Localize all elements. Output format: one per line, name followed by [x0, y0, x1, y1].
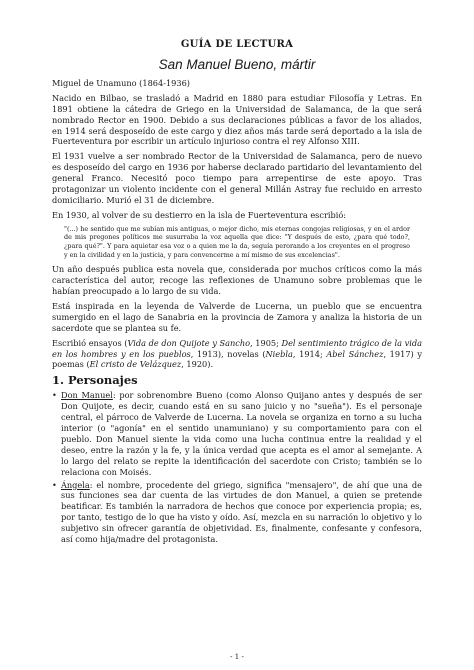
work-title: Abel Sánchez [326, 348, 384, 359]
work-title: Del sentimiento trágico de la vida en los hombres y en los pueblos [52, 337, 423, 359]
paragraph-quote-intro: En 1930, al volver de su destierro en la isla de Fuerteventura escribió: [52, 209, 347, 220]
paragraph-novel-summary: Un año después publica esta novela que, considerada por muchos críticos como la más característica del autor, recoge las reflexiones de Unamuno sobre problemas que le habían preocupado a lo largo de su vida. [52, 264, 422, 296]
document-subtitle: San Manuel Bueno, mártir [158, 56, 316, 72]
bullet-icon: • [52, 479, 57, 490]
works-text: , 1920). [181, 359, 214, 370]
works-text: Escribió ensayos ( [52, 337, 128, 348]
works-text: , 1905; [250, 337, 282, 348]
character-description: : el nombre, procedente del griego, significa "mensajero", de ahí que una de sus funciones sea dar cuenta de las virtudes de don Manuel, a quien se pretende beatificar. Es también la narradora de hechos que conoce por experiencia propia; es, por tanto, testigo de lo que ha visto y oído. Así, mezcla en su narración lo objetivo y lo subjetivo sin ofrecer garantía de objetividad. Es, finalmente, confesante y confesora, así como hija/madre del protagonista. [61, 479, 422, 545]
work-title: El cristo de Velázquez [89, 359, 182, 370]
paragraph-biography-1: Nacido en Bilbao, se trasladó a Madrid en 1880 para estudiar Filosofía y Letras. En 1891 obtiene la cátedra de Griego en la Universidad de Salamanca, de la que será nombrado Rector en 1900. Debido a sus declaraciones públicas a favor de los aliados, en 1914 será desposeído de este cargo y diez años más tarde será deportado a la isla de Fuerteventura por escribir un artículo injurioso contra el rey Alfonso XIII. [52, 92, 422, 147]
work-title: Vida de don Quijote y Sancho [127, 337, 251, 348]
document-title: GUÍA DE LECTURA [180, 39, 294, 50]
character-item-don-manuel [52, 390, 422, 477]
bullet-icon: • [52, 390, 57, 401]
character-description: : por sobrenombre Bueno (como Alonso Quijano antes y después de ser Don Quijote, es decir, cuando está en su sano juicio y no "sueña"). Es el personaje central, el párroco de Valverde de Lucerna. La novela se organiza en torno a su lucha interior (o "agonía" en el sentido unamuniano) y su comportamiento para con el pueblo. Don Manuel siente la vida como una lucha continua entre la realidad y el deseo, entre la razón y la fe, y la única verdad que acepta es el amor al semejante. A lo largo del relato se repite la identificación del sacerdote con Cristo; también se lo relaciona con Moisés. [61, 390, 422, 477]
page-number: - 1 - [230, 653, 244, 661]
paragraph-novel-inspiration: Está inspirada en la leyenda de Valverde de Lucerna, un pueblo que se encuentra sumergido en el lago de Sanabria en la provincia de Zamora y analiza la historia de un sacerdote que se plantea su fe. [52, 300, 422, 333]
section-heading-personajes: 1. Personajes [52, 373, 138, 388]
character-name: Don Manuel [61, 390, 113, 401]
unamuno-quote: "(...) he sentido que me subían mis antiguas, o mejor dicho, mis eternas congojas religiosas, y en el ardor de mis pregones políticos me susurraba la voz aquella que dice: "Y después de esto, ¿para qué todo?, ¿para qué?". Y para aquietar esa voz o a quien me la da, seguía perorando a los creyentes en el progreso y en la civilidad y en la justicia, y para convencerme a mí mismo de sus excelencias". [64, 224, 410, 259]
character-list [52, 390, 422, 545]
works-text: , 1917) y poemas ( [52, 348, 422, 370]
character-item-angela [52, 480, 422, 545]
work-title: Niebla [265, 348, 293, 359]
works-text: , 1914; [292, 348, 327, 359]
works-text: , 1913), novelas ( [190, 348, 266, 359]
paragraph-biography-2: El 1931 vuelve a ser nombrado Rector de la Universidad de Salamanca, pero de nuevo es desposeído del cargo en 1936 por haberse declarado partidario del levantamiento del general Franco. Necesitó poco tiempo para arrepentirse de este apoyo. Tras protagonizar un violento incidente con el general Millán Astray fue recluido en arresto domiciliario. Murió el 31 de diciembre. [52, 151, 422, 205]
paragraph-works [52, 338, 422, 371]
character-name: Ángela [61, 479, 90, 490]
author-line: Miguel de Unamuno (1864-1936) [52, 77, 190, 88]
